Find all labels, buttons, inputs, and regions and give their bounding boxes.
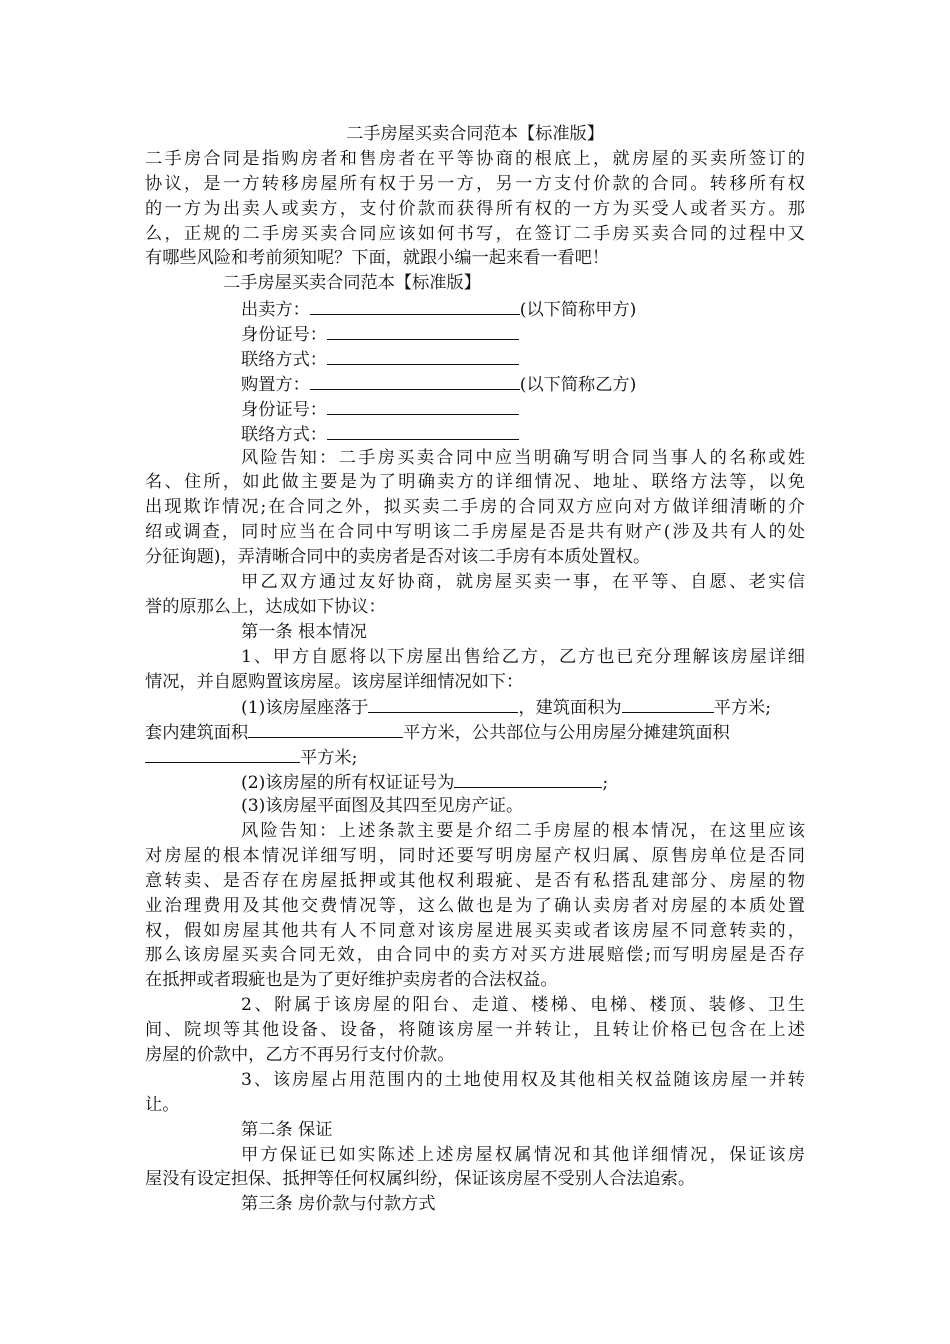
item-text: 平方米;	[713, 698, 771, 719]
risk-line: 业治理费用及其他交费情况等，这么做也是为了确认卖房者对房屋的本质处置	[145, 895, 805, 916]
buyer-suffix: (以下简称乙方)	[519, 374, 637, 395]
clause-line: 房屋的价款中，乙方不再另行支付价款。	[145, 1044, 455, 1065]
intro-line: 二手房合同是指购房者和售房者在平等协商的根底上，就房屋的买卖所签订的	[145, 148, 805, 169]
seller-line	[145, 296, 805, 321]
location-blank	[368, 694, 518, 713]
buyer-id-blank	[327, 396, 519, 415]
risk-line: 风险告知：二手房买卖合同中应当明确写明合同当事人的名称或姓	[241, 447, 805, 468]
property-details-item-2	[145, 769, 805, 794]
clause-line: 间、院坝等其他设备、设备，将随该房屋一并转让，且转让价格已包含在上述	[145, 1020, 805, 1041]
buyer-contact-label: 联络方式：	[241, 424, 327, 445]
buyer-id-label: 身份证号：	[241, 399, 327, 420]
article-2-title: 第二条 保证	[241, 1119, 333, 1140]
risk-line: 权，假如房屋其他共有人不同意对该房屋进展买卖或者该房屋不同意转卖的，	[145, 920, 805, 941]
risk-line: 那么该房屋买卖合同无效，由合同中的卖方对买方进展赔偿;而写明房屋是否存	[145, 945, 805, 966]
risk-line: 分征询题)，弄清晰合同中的卖房者是否对该二手房有本质处置权。	[145, 547, 651, 568]
agreement-paragraph	[145, 570, 805, 620]
certificate-number-blank	[454, 769, 602, 788]
risk-line: 意转卖、是否存在房屋抵押或其他权利瑕疵、是否有私搭乱建部分、房屋的物	[145, 870, 805, 891]
clause-line: 让。	[145, 1094, 180, 1115]
item-line	[145, 744, 805, 769]
seller-label: 出卖方：	[241, 300, 310, 321]
agreement-line: 誉的原那么上，达成如下协议：	[145, 596, 386, 617]
intro-line: 有哪些风险和考前须知呢？下面，就跟小编一起来看一看吧！	[145, 248, 610, 269]
item-text: 套内建筑面积	[145, 723, 249, 744]
article-1-clause-3	[145, 1068, 805, 1118]
area-blank	[622, 694, 714, 713]
parties-block	[145, 296, 805, 445]
risk-line: 对房屋的根本情况详细写明，同时还要写明房屋产权归属、原售房单位是否同	[145, 845, 805, 866]
article-1-clause-1	[145, 645, 805, 695]
property-details-item-1	[145, 694, 805, 769]
article-3-title: 第三条 房价款与付款方式	[241, 1194, 436, 1215]
contract-subtitle: 二手房屋买卖合同范本【标准版】	[223, 273, 481, 294]
agreement-line: 甲乙双方通过友好协商，就房屋买卖一事，在平等、自愿、老实信	[241, 572, 805, 593]
item-line	[145, 719, 805, 744]
clause-line: 屋没有设定担保、抵押等任何权属纠纷，保证该房屋不受别人合法追索。	[145, 1169, 696, 1190]
item-text: 平方米;	[300, 748, 358, 769]
risk-notice-property	[145, 819, 805, 993]
item-text: ;	[602, 773, 609, 794]
document-title: 二手房屋买卖合同范本【标准版】	[346, 124, 604, 144]
risk-line: 风险告知：上述条款主要是介绍二手房屋的根本情况，在这里应该	[241, 820, 805, 841]
risk-line: 名、住所，如此做主要是为了明确卖方的详细情况、地址、联络方法等，以免	[145, 472, 805, 493]
item-text: ，建筑面积为	[518, 698, 622, 719]
seller-contact-label: 联络方式：	[241, 350, 327, 371]
risk-line: 出现欺诈情况;在合同之外，拟买卖二手房的合同双方应向对方做详细清晰的介	[145, 497, 805, 518]
article-1-title: 第一条 根本情况	[241, 621, 367, 642]
item-text: (2)该房屋的所有权证证号为	[241, 773, 455, 794]
seller-id-blank	[327, 321, 519, 340]
item-text: 平方米，公共部位与公用房屋分摊建筑面积	[403, 723, 730, 744]
clause-line: 1、甲方自愿将以下房屋出售给乙方，乙方也已充分理解该房屋详细	[241, 646, 805, 667]
seller-name-blank	[310, 296, 520, 315]
seller-suffix: (以下简称甲方)	[519, 300, 637, 321]
clause-line: 3、该房屋占用范围内的土地使用权及其他相关权益随该房屋一并转	[241, 1069, 805, 1090]
seller-id-label: 身份证号：	[241, 325, 327, 346]
seller-contact-line	[145, 346, 805, 371]
intro-line: 协议，是一方转移房屋所有权于另一方，另一方支付价款的合同。转移所有权	[145, 173, 805, 194]
buyer-contact-blank	[327, 421, 519, 440]
clause-line: 情况，并自愿购置该房屋。该房屋详细情况如下：	[145, 671, 524, 692]
clause-line: 2、附属于该房屋的阳台、走道、楼梯、电梯、楼顶、装修、卫生	[241, 995, 805, 1016]
item-line	[145, 694, 805, 719]
buyer-id-line	[145, 396, 805, 421]
document-body	[145, 122, 805, 1217]
intro-line: 的一方为出卖人或卖方，支付价款而获得所有权的一方为买受人或者买方。那	[145, 198, 805, 219]
seller-contact-blank	[327, 346, 519, 365]
risk-notice-parties	[145, 446, 805, 570]
shared-area-blank	[145, 744, 300, 763]
seller-id-line	[145, 321, 805, 346]
buyer-contact-line	[145, 421, 805, 446]
article-2-paragraph	[145, 1143, 805, 1193]
buyer-label: 购置方：	[241, 374, 310, 395]
intro-paragraph	[145, 147, 805, 271]
property-details-item-3: (3)该房屋平面图及其四至见房产证。	[241, 796, 524, 817]
inner-area-blank	[248, 719, 403, 738]
clause-line: 甲方保证已如实陈述上述房屋权属情况和其他详细情况，保证该房	[241, 1144, 805, 1165]
risk-line: 在抵押或者瑕疵也是为了更好维护卖房者的合法权益。	[145, 970, 558, 991]
risk-line: 绍或调查，同时应当在合同中写明该二手房屋是否是共有财产(涉及共有人的处	[145, 522, 805, 543]
buyer-name-blank	[310, 371, 520, 390]
article-1-clause-2	[145, 993, 805, 1068]
buyer-line	[145, 371, 805, 396]
intro-line: 么，正规的二手房买卖合同应该如何书写，在签订二手房买卖合同的过程中又	[145, 223, 805, 244]
item-text: (1)该房屋座落于	[241, 698, 369, 719]
